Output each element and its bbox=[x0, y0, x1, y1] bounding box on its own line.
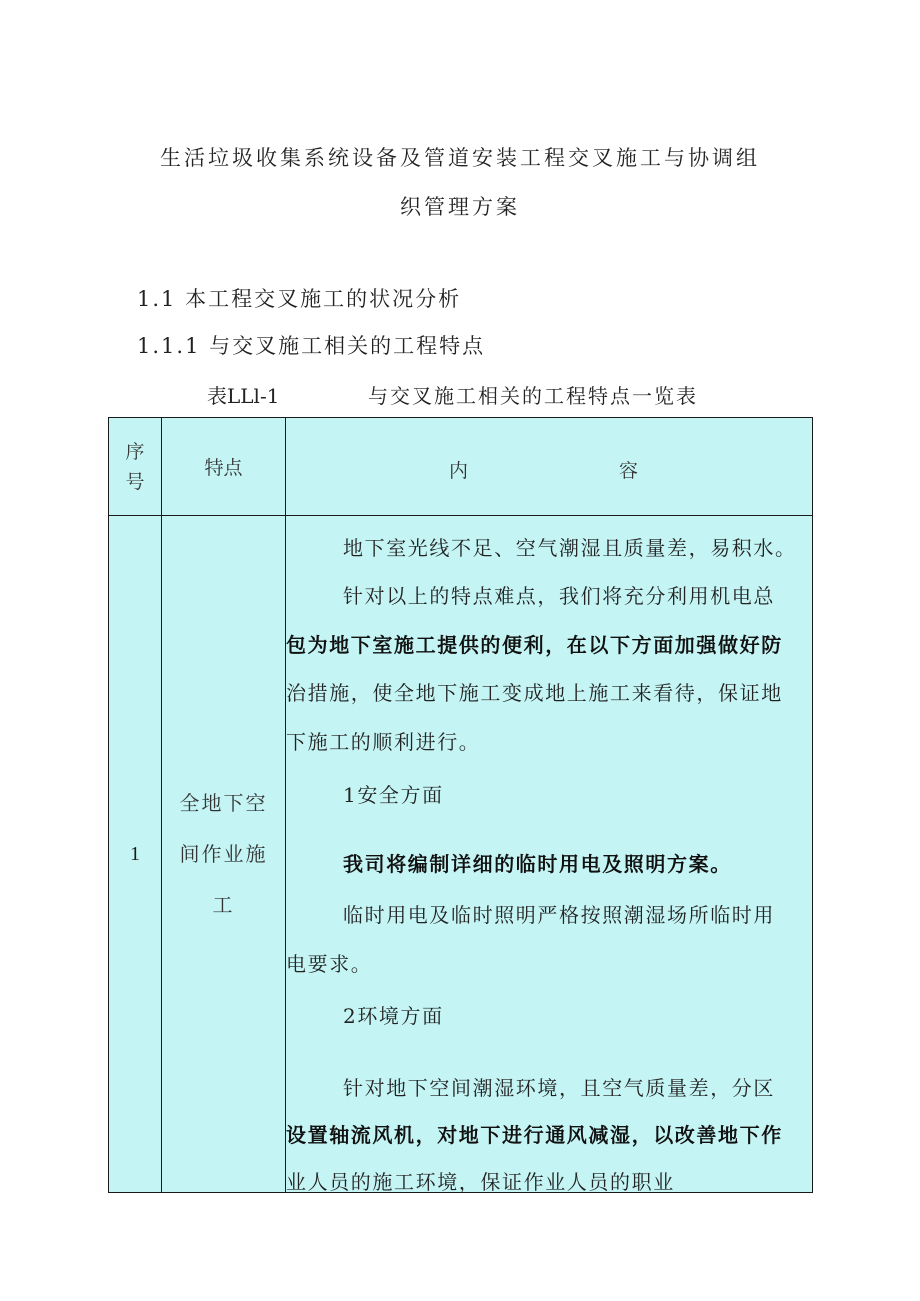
content-line: 业人员的施工环境，保证作业人员的职业 bbox=[286, 1170, 675, 1194]
table-row bbox=[109, 516, 813, 1193]
row-feature-line-3: 工 bbox=[212, 892, 235, 917]
content-line: 地下室光线不足、空气潮湿且质量差，易积水。 bbox=[343, 536, 797, 560]
row-feature bbox=[162, 516, 286, 1193]
table-caption-text: 与交叉施工相关的工程特点一览表 bbox=[368, 384, 698, 408]
document-title-line-2: 织管理方案 bbox=[400, 195, 520, 219]
row-feature-line-1: 全地下空 bbox=[179, 790, 268, 815]
content-line: 针对地下空间潮湿环境，且空气质量差，分区 bbox=[343, 1076, 775, 1100]
header-content bbox=[286, 418, 813, 516]
header-content-part-1: 内 bbox=[449, 460, 471, 482]
content-line: 2环境方面 bbox=[343, 1004, 444, 1028]
table-header-row bbox=[109, 418, 813, 516]
section-heading-1-1-1: 1.1.1 与交叉施工相关的工程特点 bbox=[137, 334, 486, 358]
row-content bbox=[286, 516, 813, 1193]
header-seq bbox=[109, 418, 162, 516]
row-feature-line-2: 间作业施 bbox=[179, 841, 268, 866]
content-line: 设置轴流风机，对地下进行通风减湿，以改善地下作 bbox=[286, 1123, 783, 1147]
header-seq-line-1: 序 bbox=[125, 440, 145, 463]
content-line: 临时用电及临时照明严格按照潮湿场所临时用 bbox=[343, 903, 775, 927]
features-table bbox=[108, 417, 813, 1193]
header-feature: 特点 bbox=[162, 418, 286, 516]
content-line: 电要求。 bbox=[286, 952, 373, 976]
content-line: 1安全方面 bbox=[343, 783, 444, 807]
content-line: 治措施，使全地下施工变成地上施工来看待，保证地 bbox=[286, 681, 783, 705]
content-line: 包为地下室施工提供的便利，在以下方面加强做好防 bbox=[286, 633, 783, 657]
content-line: 下施工的顺利进行。 bbox=[286, 730, 481, 754]
document-title-line-1: 生活垃圾收集系统设备及管道安装工程交叉施工与协调组 bbox=[160, 146, 760, 170]
table-caption-number: 表LLl-1 bbox=[207, 384, 280, 408]
content-line: 我司将编制详细的临时用电及照明方案。 bbox=[343, 852, 732, 876]
header-seq-line-2: 号 bbox=[125, 470, 145, 493]
content-line: 针对以上的特点难点，我们将充分利用机电总 bbox=[343, 584, 775, 608]
section-heading-1-1: 1.1 本工程交叉施工的状况分析 bbox=[137, 287, 462, 311]
header-content-part-2: 容 bbox=[619, 460, 641, 482]
row-seq: 1 bbox=[109, 516, 162, 1193]
